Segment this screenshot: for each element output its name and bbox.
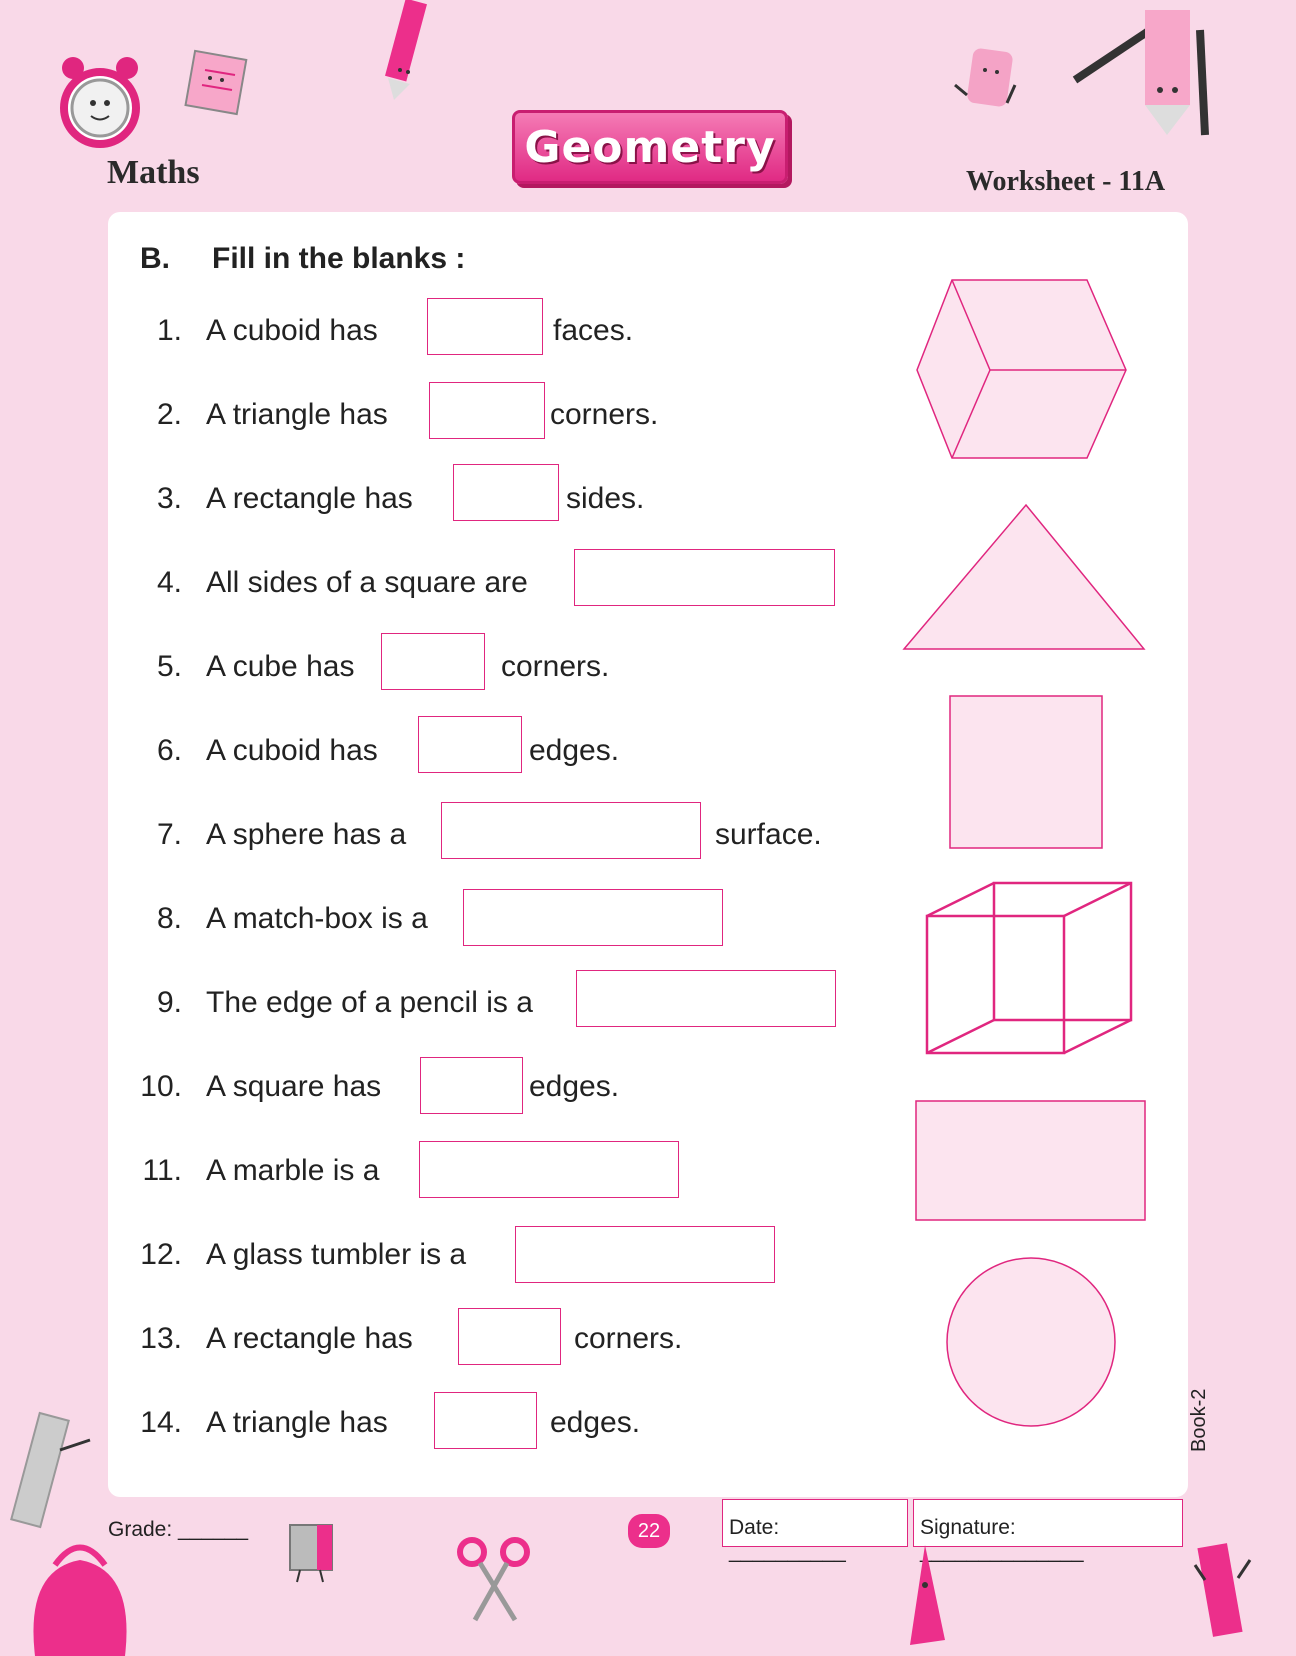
question-text: A glass tumbler is a [206,1238,467,1271]
triangle-shape [902,503,1146,651]
page-title: Geometry [524,121,776,173]
grade-field[interactable]: Grade: ______ [108,1518,249,1541]
question-number: 14. [140,1406,182,1439]
question-text: A rectangle has [206,482,413,515]
backpack-icon [15,1530,145,1656]
answer-box[interactable] [453,464,559,521]
question-text: A square has [206,1070,382,1103]
question-suffix: edges. [529,1070,620,1103]
worksheet-label: Worksheet - 11A [966,166,1166,197]
answer-box[interactable] [418,716,522,773]
question-number: 13. [140,1322,182,1355]
section-heading: Fill in the blanks : [212,242,466,275]
book-label: Book-2 [1188,1388,1210,1452]
answer-box[interactable] [441,802,701,859]
question-suffix: corners. [501,650,610,683]
signature-field[interactable]: Signature: ______________ [913,1499,1183,1547]
pen-character-icon [1190,1540,1260,1650]
cube-wireframe-shape [925,881,1133,1056]
answer-box[interactable] [420,1057,523,1114]
question-suffix: edges. [529,734,620,767]
question-text: A triangle has [206,1406,388,1439]
question-text: A rectangle has [206,1322,413,1355]
question-text: A cuboid has [206,734,378,767]
alarm-clock-icon [55,48,150,158]
answer-box[interactable] [419,1141,679,1198]
question-suffix: surface. [715,818,822,851]
pencil-character-icon [380,0,440,110]
rectangle-shape [915,1100,1147,1222]
question-text: A marble is a [206,1154,380,1187]
date-field[interactable]: Date: __________ [722,1499,908,1547]
question-suffix: faces. [553,314,634,347]
question-number: 4. [156,566,182,599]
question-number: 10. [140,1070,182,1103]
answer-box[interactable] [463,889,723,946]
page-number-badge: 22 [628,1514,670,1548]
answer-box[interactable] [576,970,836,1027]
sharpener-character-icon [285,1520,345,1585]
crayon-character-icon [880,1545,960,1650]
answer-box[interactable] [574,549,835,606]
question-number: 7. [156,818,182,851]
question-number: 3. [156,482,182,515]
section-letter: B. [140,242,170,275]
question-text: All sides of a square are [206,566,528,599]
question-suffix: edges. [550,1406,641,1439]
question-text: A triangle has [206,398,388,431]
question-suffix: sides. [566,482,645,515]
ruler-character-icon [10,1410,95,1535]
answer-box[interactable] [381,633,485,690]
question-text: A cuboid has [206,314,378,347]
answer-box[interactable] [458,1308,561,1365]
question-number: 9. [156,986,182,1019]
question-suffix: corners. [550,398,659,431]
answer-box[interactable] [515,1226,775,1283]
question-number: 6. [156,734,182,767]
question-number: 12. [140,1238,182,1271]
subject-label: Maths [107,154,200,191]
question-number: 2. [156,398,182,431]
question-text: The edge of a pencil is a [206,986,533,1019]
question-text: A sphere has a [206,818,407,851]
title-badge [512,110,788,184]
circle-shape [945,1256,1117,1428]
notepad-character-icon [180,45,260,125]
question-number: 11. [142,1154,182,1187]
answer-box[interactable] [429,382,545,439]
answer-box[interactable] [434,1392,537,1449]
answer-box[interactable] [427,298,543,355]
question-number: 1. [156,314,182,347]
question-suffix: corners. [574,1322,683,1355]
question-text: A match-box is a [206,902,428,935]
question-text: A cube has [206,650,355,683]
hexagon-cube-shape [915,278,1130,460]
eraser-character-icon [945,45,1025,120]
square-shape [949,695,1104,850]
scissors-icon [455,1535,535,1625]
pencil-ruler-character-icon [1070,10,1210,140]
question-number: 8. [156,902,182,935]
question-number: 5. [156,650,182,683]
